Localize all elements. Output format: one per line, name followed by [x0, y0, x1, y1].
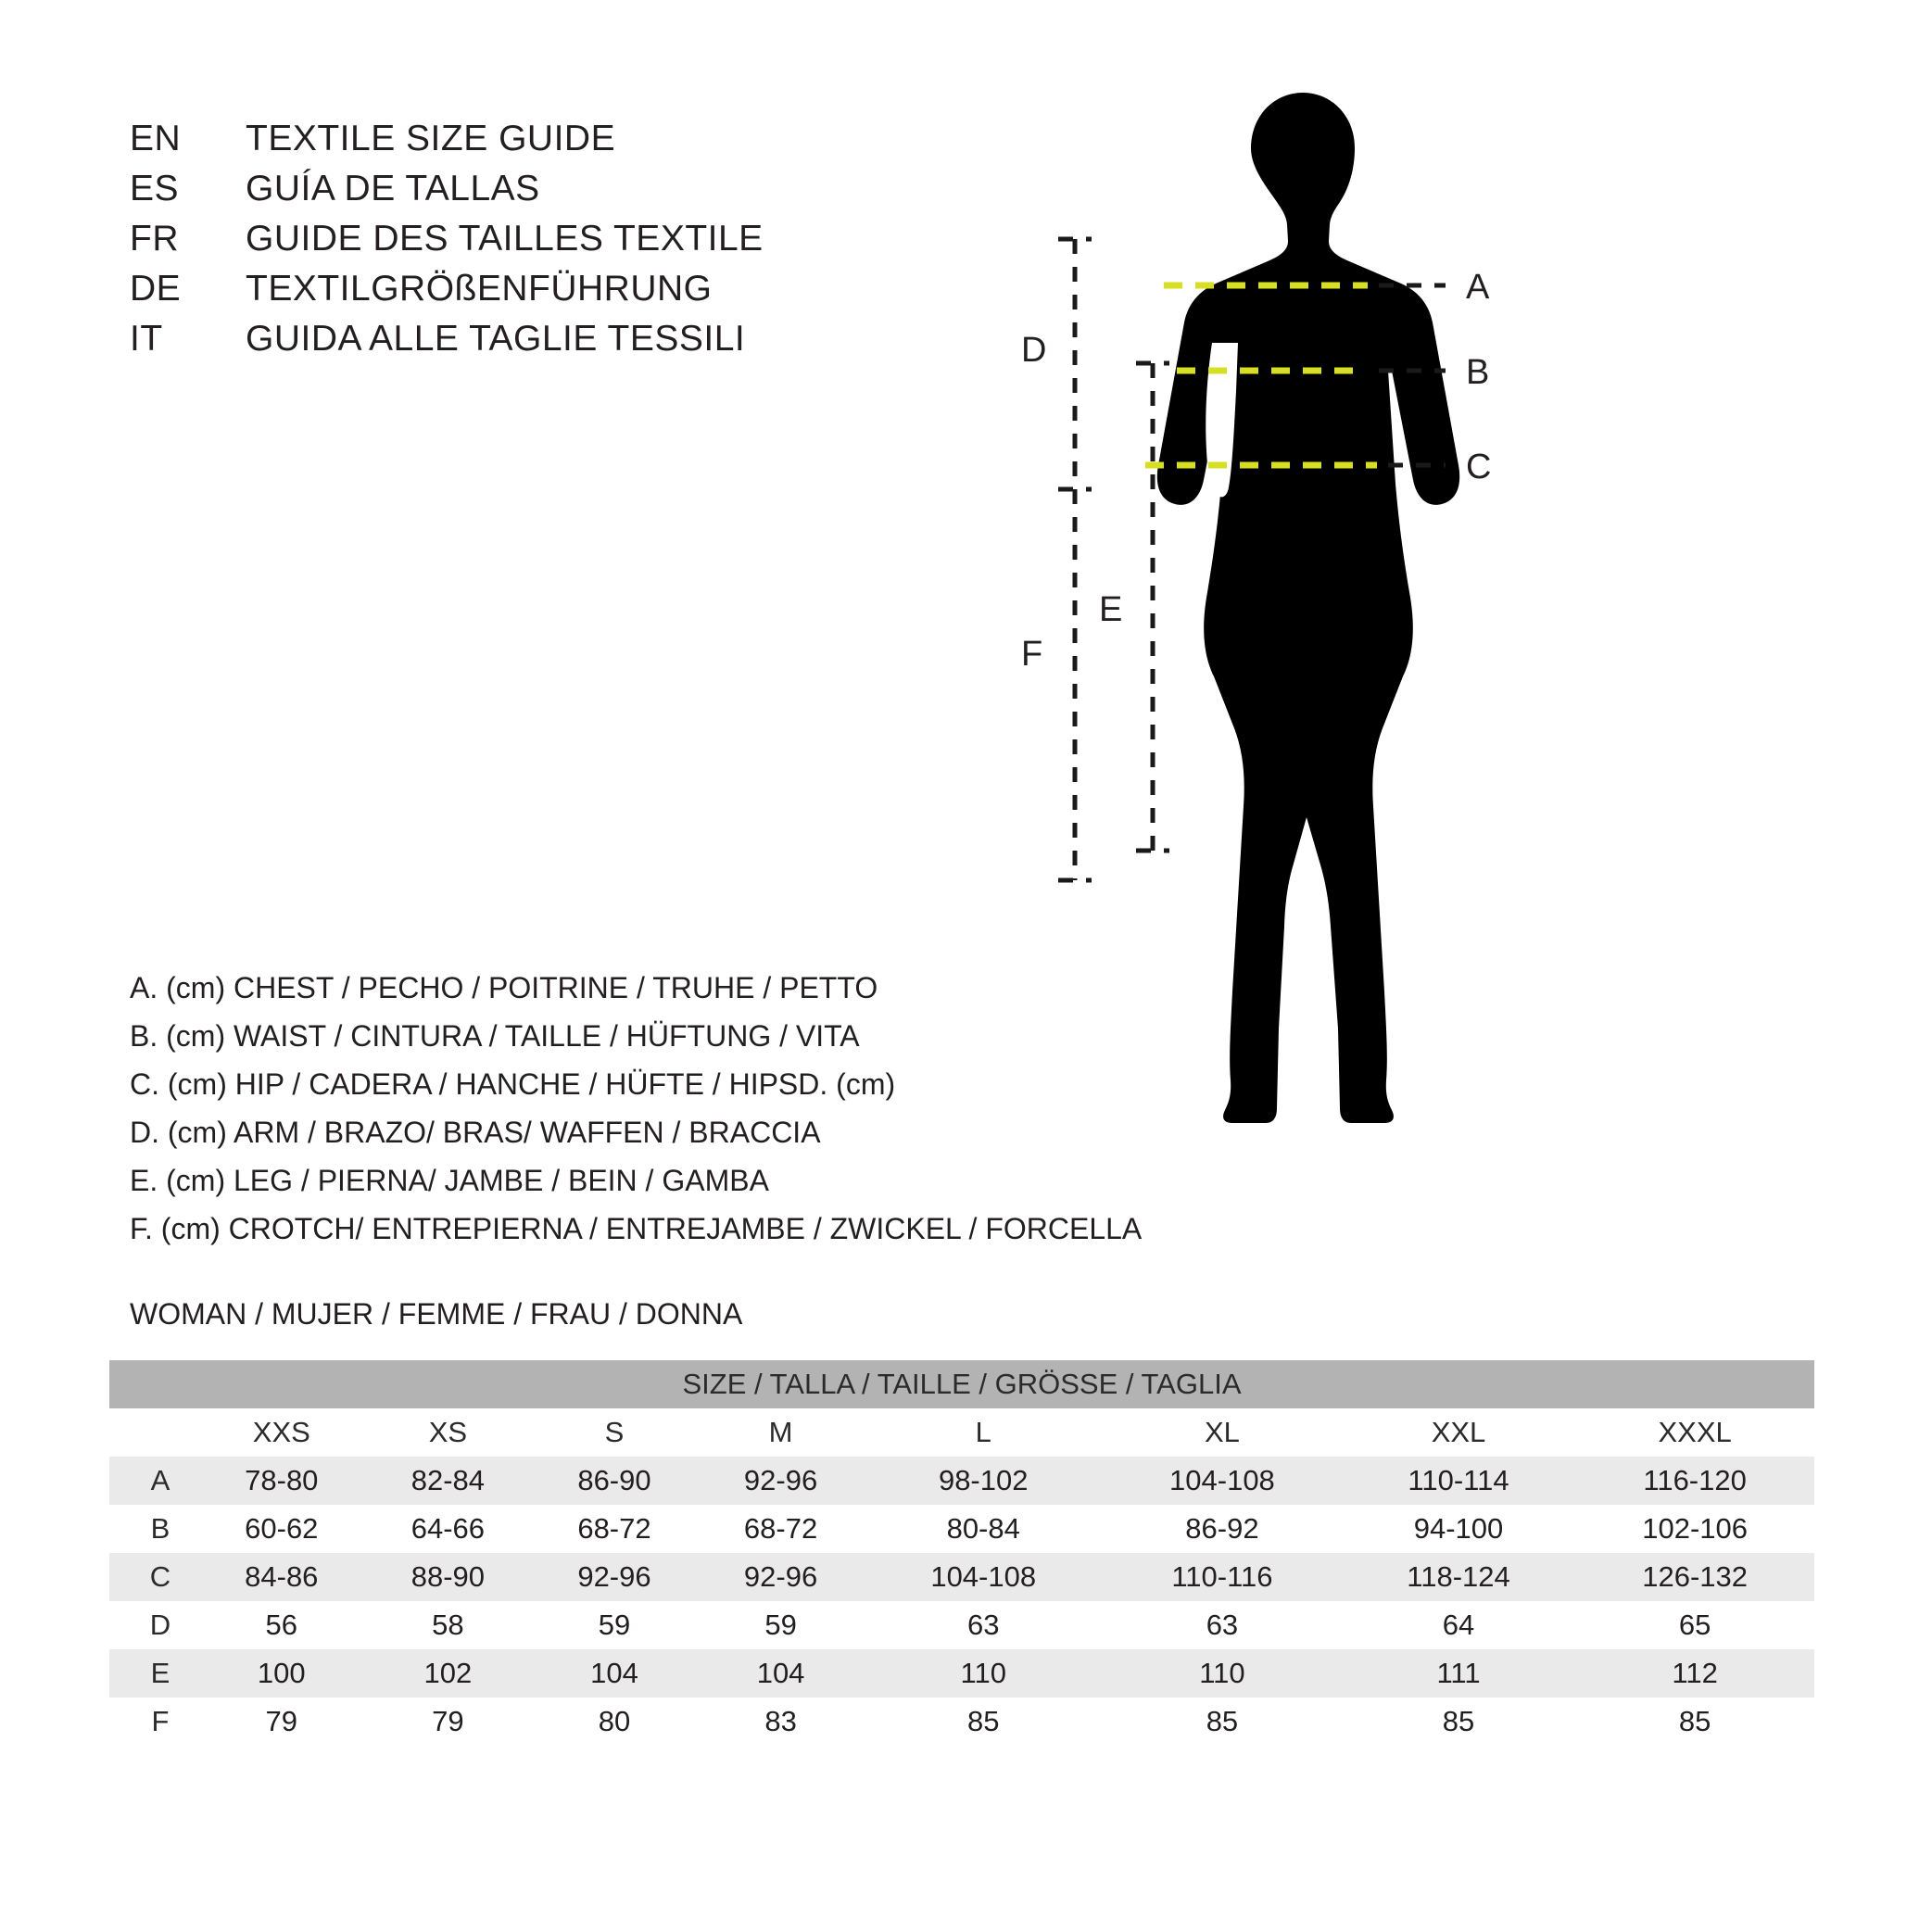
cell-d-s: 59: [531, 1601, 698, 1649]
size-table: [109, 1360, 1814, 1746]
cell-d-xxxl: 65: [1575, 1601, 1814, 1649]
row-label-c: C: [109, 1553, 198, 1601]
cell-b-xxs: 60-62: [198, 1505, 365, 1553]
cell-e-l: 110: [864, 1649, 1103, 1698]
cell-f-xxs: 79: [198, 1698, 365, 1746]
legend-item-c: C. (cm) HIP / CADERA / HANCHE / HÜFTE / HIPSD. (cm): [130, 1067, 896, 1101]
cell-b-s: 68-72: [531, 1505, 698, 1553]
table-row: [109, 1601, 1814, 1649]
size-col-xxs: XXS: [198, 1408, 365, 1457]
row-label-b: B: [109, 1505, 198, 1553]
dimension-label-f: F: [1021, 635, 1043, 674]
cell-a-s: 86-90: [531, 1457, 698, 1505]
cell-f-xs: 79: [365, 1698, 532, 1746]
title-text-it: GUIDA ALLE TAGLIE TESSILI: [246, 319, 746, 359]
cell-c-xxxl: 126-132: [1575, 1553, 1814, 1601]
title-row-it: [130, 319, 964, 369]
title-lang-fr: FR: [130, 219, 179, 259]
title-row-es: [130, 169, 964, 219]
table-row: [109, 1505, 1814, 1553]
cell-a-xxl: 110-114: [1342, 1457, 1575, 1505]
cell-a-xs: 82-84: [365, 1457, 532, 1505]
cell-f-m: 83: [698, 1698, 865, 1746]
title-text-es: GUÍA DE TALLAS: [246, 169, 540, 208]
legend-item-f: F. (cm) CROTCH/ ENTREPIERNA / ENTREJAMBE / ZWICKEL / FORCELLA: [130, 1212, 1143, 1245]
cell-a-m: 92-96: [698, 1457, 865, 1505]
cell-f-xl: 85: [1103, 1698, 1342, 1746]
cell-e-xs: 102: [365, 1649, 532, 1698]
dimension-line-f: [1058, 489, 1092, 880]
cell-b-l: 80-84: [864, 1505, 1103, 1553]
cell-a-xxxl: 116-120: [1575, 1457, 1814, 1505]
row-label-f: F: [109, 1698, 198, 1746]
cell-d-xs: 58: [365, 1601, 532, 1649]
cell-f-s: 80: [531, 1698, 698, 1746]
size-col-xl: XL: [1103, 1408, 1342, 1457]
dimension-label-e: E: [1099, 590, 1123, 629]
gender-caption: WOMAN / MUJER / FEMME / FRAU / DONNA: [130, 1297, 743, 1331]
cell-e-xxl: 111: [1342, 1649, 1575, 1698]
title-lang-de: DE: [130, 269, 182, 309]
row-label-a: A: [109, 1457, 198, 1505]
cell-a-xl: 104-108: [1103, 1457, 1342, 1505]
cell-c-m: 92-96: [698, 1553, 865, 1601]
dimension-line-d: [1058, 239, 1092, 489]
cell-e-xxs: 100: [198, 1649, 365, 1698]
cell-a-l: 98-102: [864, 1457, 1103, 1505]
cell-d-m: 59: [698, 1601, 865, 1649]
woman-silhouette-icon: [1157, 93, 1459, 1123]
cell-b-xxxl: 102-106: [1575, 1505, 1814, 1553]
cell-c-l: 104-108: [864, 1553, 1103, 1601]
cell-b-xl: 86-92: [1103, 1505, 1342, 1553]
title-block: [130, 119, 964, 369]
sizes-row-corner: [109, 1408, 198, 1457]
size-col-s: S: [531, 1408, 698, 1457]
cell-e-m: 104: [698, 1649, 865, 1698]
table-row: [109, 1553, 1814, 1601]
dimension-label-d: D: [1021, 331, 1047, 370]
title-text-de: TEXTILGRÖßENFÜHRUNG: [246, 269, 713, 309]
size-col-l: L: [864, 1408, 1103, 1457]
cell-f-l: 85: [864, 1698, 1103, 1746]
size-col-xs: XS: [365, 1408, 532, 1457]
cell-b-xxl: 94-100: [1342, 1505, 1575, 1553]
size-table-container: [109, 1360, 1814, 1746]
cell-b-xs: 64-66: [365, 1505, 532, 1553]
cell-c-xl: 110-116: [1103, 1553, 1342, 1601]
title-row-fr: [130, 219, 964, 269]
table-row: [109, 1649, 1814, 1698]
marker-label-c: C: [1466, 448, 1492, 486]
cell-b-m: 68-72: [698, 1505, 865, 1553]
title-lang-en: EN: [130, 119, 182, 158]
table-row: [109, 1698, 1814, 1746]
title-text-en: TEXTILE SIZE GUIDE: [246, 119, 616, 158]
cell-d-l: 63: [864, 1601, 1103, 1649]
size-col-m: M: [698, 1408, 865, 1457]
cell-c-xxs: 84-86: [198, 1553, 365, 1601]
cell-a-xxs: 78-80: [198, 1457, 365, 1505]
title-lang-it: IT: [130, 319, 163, 359]
measurement-legend: [130, 964, 1242, 1253]
cell-e-s: 104: [531, 1649, 698, 1698]
body-measurement-figure: [1021, 65, 1872, 1177]
marker-label-a: A: [1466, 268, 1490, 307]
legend-item-a: A. (cm) CHEST / PECHO / POITRINE / TRUHE / PETTO: [130, 971, 878, 1004]
size-col-xxl: XXL: [1342, 1408, 1575, 1457]
table-row: [109, 1457, 1814, 1505]
cell-c-xxl: 118-124: [1342, 1553, 1575, 1601]
table-sizes-row: [109, 1408, 1814, 1457]
title-lang-es: ES: [130, 169, 180, 208]
row-label-e: E: [109, 1649, 198, 1698]
marker-label-b: B: [1466, 353, 1490, 392]
legend-item-b: B. (cm) WAIST / CINTURA / TAILLE / HÜFTUNG / VITA: [130, 1019, 860, 1053]
legend-item-e: E. (cm) LEG / PIERNA/ JAMBE / BEIN / GAMBA: [130, 1164, 769, 1197]
cell-d-xl: 63: [1103, 1601, 1342, 1649]
cell-e-xl: 110: [1103, 1649, 1342, 1698]
cell-e-xxxl: 112: [1575, 1649, 1814, 1698]
table-header-band-label: SIZE / TALLA / TAILLE / GRÖSSE / TAGLIA: [109, 1360, 1814, 1408]
size-col-xxxl: XXXL: [1575, 1408, 1814, 1457]
cell-d-xxs: 56: [198, 1601, 365, 1649]
legend-item-d: D. (cm) ARM / BRAZO/ BRAS/ WAFFEN / BRACCIA: [130, 1116, 821, 1149]
title-text-fr: GUIDE DES TAILLES TEXTILE: [246, 219, 764, 259]
cell-c-xs: 88-90: [365, 1553, 532, 1601]
cell-d-xxl: 64: [1342, 1601, 1575, 1649]
cell-f-xxl: 85: [1342, 1698, 1575, 1746]
cell-c-s: 92-96: [531, 1553, 698, 1601]
title-row-en: [130, 119, 964, 169]
title-row-de: [130, 269, 964, 319]
cell-f-xxxl: 85: [1575, 1698, 1814, 1746]
table-header-band: [109, 1360, 1814, 1408]
row-label-d: D: [109, 1601, 198, 1649]
